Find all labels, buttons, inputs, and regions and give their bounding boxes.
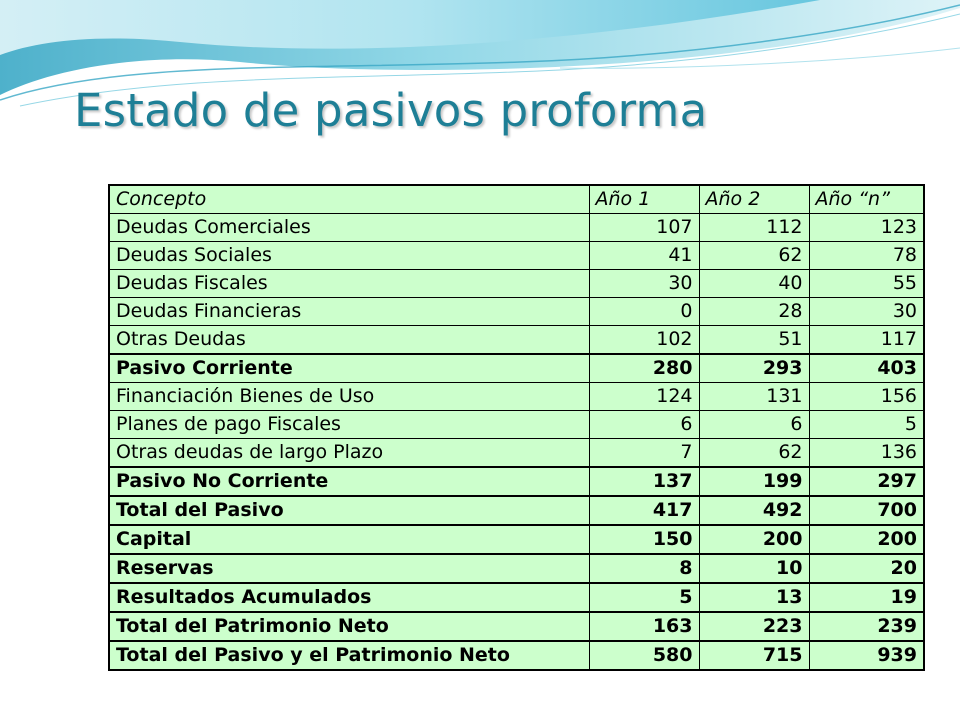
row-label: Planes de pago Fiscales [109,411,589,439]
row-label: Capital [109,525,589,554]
row-value: 580 [589,641,699,670]
row-value: 239 [809,612,924,641]
table-row [109,583,924,612]
slide-title: Estado de pasivos proforma [74,84,708,137]
header-concepto: Concepto [109,185,589,214]
row-value: 30 [809,298,924,326]
row-value: 223 [699,612,809,641]
row-label: Deudas Comerciales [109,214,589,242]
row-value: 51 [699,326,809,355]
row-label: Otras deudas de largo Plazo [109,439,589,468]
row-value: 28 [699,298,809,326]
row-value: 5 [809,411,924,439]
row-label: Resultados Acumulados [109,583,589,612]
header-ano-1: Año 1 [589,185,699,214]
row-value: 131 [699,383,809,411]
row-value: 55 [809,270,924,298]
row-value: 30 [589,270,699,298]
row-value: 6 [699,411,809,439]
table-row [109,383,924,411]
row-value: 939 [809,641,924,670]
row-value: 200 [809,525,924,554]
row-value: 124 [589,383,699,411]
row-value: 40 [699,270,809,298]
row-value: 150 [589,525,699,554]
row-value: 492 [699,496,809,525]
row-label: Deudas Fiscales [109,270,589,298]
row-value: 700 [809,496,924,525]
liabilities-table [108,184,925,671]
table-row [109,242,924,270]
row-value: 280 [589,354,699,383]
table-row [109,439,924,468]
row-label: Total del Patrimonio Neto [109,612,589,641]
row-label: Deudas Financieras [109,298,589,326]
table-header-row [109,185,924,214]
row-value: 136 [809,439,924,468]
row-label: Otras Deudas [109,326,589,355]
table-row [109,298,924,326]
row-label: Pasivo No Corriente [109,467,589,496]
row-value: 13 [699,583,809,612]
row-value: 123 [809,214,924,242]
row-label: Total del Pasivo y el Patrimonio Neto [109,641,589,670]
row-value: 102 [589,326,699,355]
row-value: 8 [589,554,699,583]
row-value: 163 [589,612,699,641]
row-value: 19 [809,583,924,612]
row-label: Reservas [109,554,589,583]
row-value: 199 [699,467,809,496]
table-row [109,214,924,242]
row-value: 417 [589,496,699,525]
row-value: 10 [699,554,809,583]
row-label: Total del Pasivo [109,496,589,525]
row-value: 137 [589,467,699,496]
row-value: 107 [589,214,699,242]
table-row [109,525,924,554]
table-row [109,411,924,439]
row-label: Deudas Sociales [109,242,589,270]
row-value: 0 [589,298,699,326]
table-row [109,467,924,496]
row-value: 6 [589,411,699,439]
row-label: Financiación Bienes de Uso [109,383,589,411]
table-row [109,641,924,670]
row-value: 715 [699,641,809,670]
row-value: 297 [809,467,924,496]
row-value: 117 [809,326,924,355]
row-value: 293 [699,354,809,383]
row-value: 7 [589,439,699,468]
table-row [109,270,924,298]
row-value: 5 [589,583,699,612]
table-row [109,354,924,383]
table-row [109,612,924,641]
table-row [109,554,924,583]
row-value: 41 [589,242,699,270]
row-label: Pasivo Corriente [109,354,589,383]
row-value: 403 [809,354,924,383]
row-value: 78 [809,242,924,270]
row-value: 156 [809,383,924,411]
header-ano-n: Año “n” [809,185,924,214]
row-value: 62 [699,439,809,468]
row-value: 200 [699,525,809,554]
table-row [109,326,924,355]
row-value: 62 [699,242,809,270]
row-value: 112 [699,214,809,242]
row-value: 20 [809,554,924,583]
table-row [109,496,924,525]
header-ano-2: Año 2 [699,185,809,214]
